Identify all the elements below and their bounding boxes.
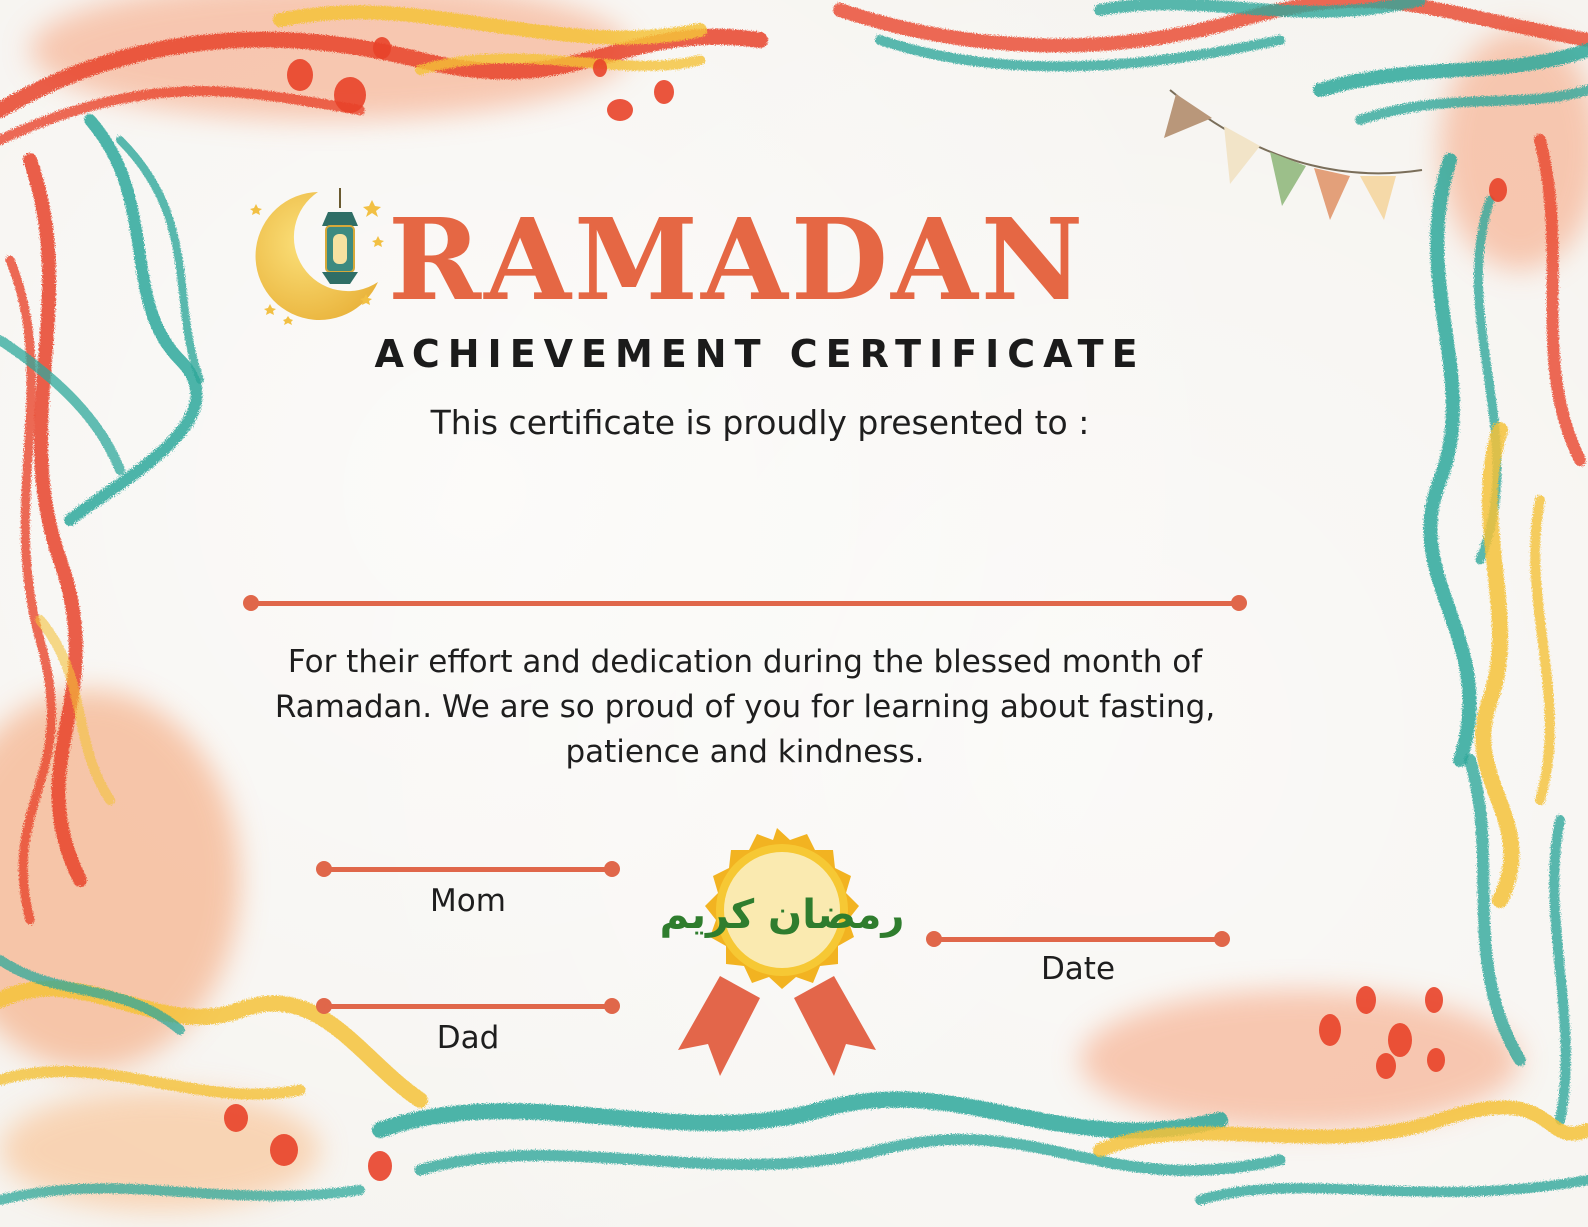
dad-label: Dad (436, 1020, 500, 1056)
dad-signature-line[interactable] (324, 1004, 612, 1009)
mom-line-end-dot (604, 861, 620, 877)
presented-to-text: This certificate is proudly presented to : (430, 403, 1090, 442)
certificate-body: For their effort and dedication during the blessed month of Ramadan. We are so proud of you for learning about fasting, patience and kindness. (274, 644, 1216, 770)
certificate-title: RAMADAN (388, 195, 1087, 326)
crescent-lantern-icon (248, 186, 388, 326)
name-line-end-dot (1231, 595, 1247, 611)
dad-line-end-dot (604, 998, 620, 1014)
date-label: Date (1040, 951, 1116, 987)
mom-label: Mom (430, 883, 506, 919)
recipient-name[interactable] (260, 500, 1250, 560)
certificate-subtitle: ACHIEVEMENT CERTIFICATE (374, 332, 1146, 376)
seal-calligraphy: رمضان كريم (659, 892, 905, 938)
date-line-end-dot (1214, 931, 1230, 947)
award-ribbon-icon (659, 826, 905, 1078)
mom-signature-line[interactable] (324, 867, 612, 872)
date-line[interactable] (934, 937, 1222, 942)
bunting-flags-icon (1160, 80, 1430, 250)
recipient-name-line (251, 601, 1239, 606)
